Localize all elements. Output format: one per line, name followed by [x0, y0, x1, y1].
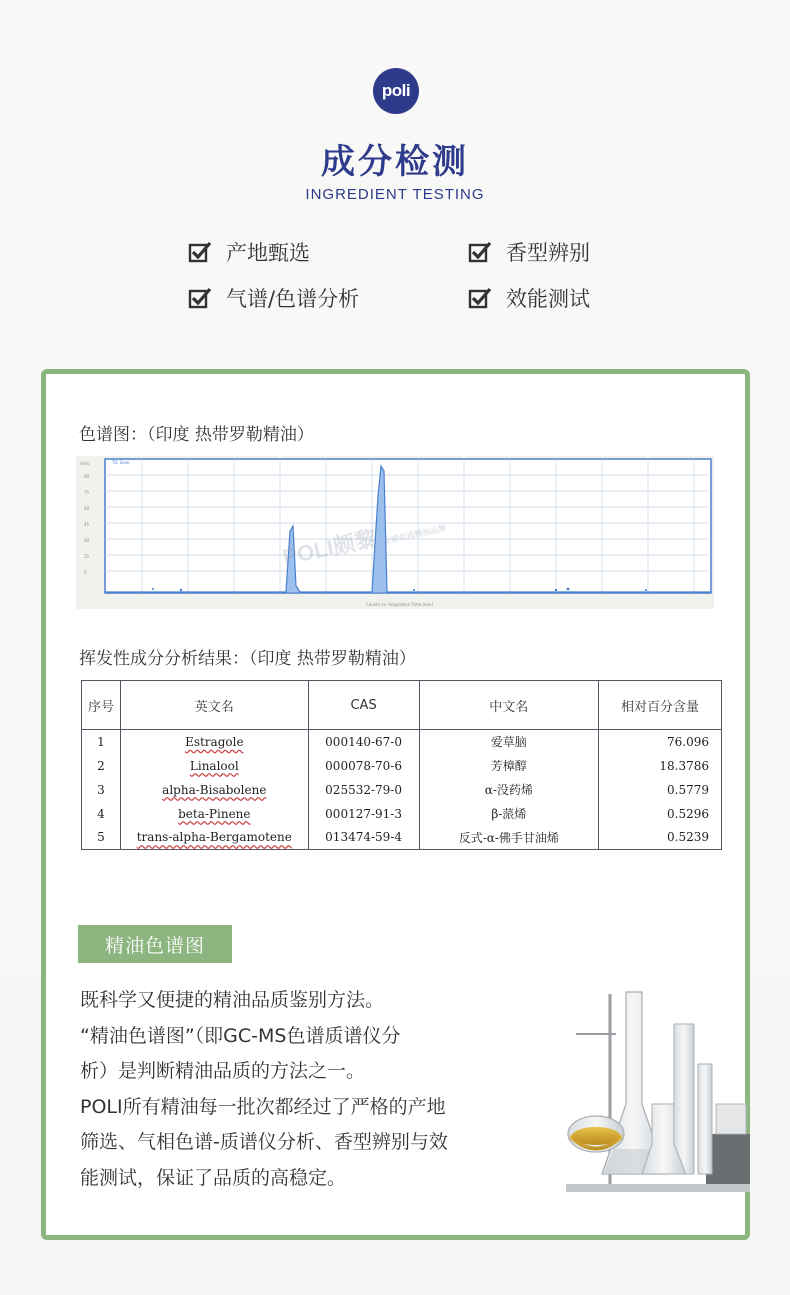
svg-text:mAU: mAU — [80, 461, 90, 466]
cell-index: 1 — [82, 730, 121, 754]
cell-english-name: trans-alpha-Bergamotene — [120, 826, 308, 850]
description-line: POLI所有精油每一批次都经过了严格的产地 — [80, 1095, 446, 1118]
cell-english-name: Estragole — [120, 730, 308, 754]
feature-label: 产地甄选 — [226, 241, 310, 265]
checkbox-checked-icon — [188, 286, 212, 310]
cell-english-name: Linalool — [120, 754, 308, 778]
cell-cas: 000140-67-0 — [308, 730, 419, 754]
cell-index: 2 — [82, 754, 121, 778]
section-tag: 精油色谱图 — [78, 925, 232, 963]
cell-percent: 76.096 — [599, 730, 722, 754]
svg-text:90: 90 — [84, 474, 90, 479]
checkbox-checked-icon — [468, 286, 492, 310]
page-title: 成分检测 — [321, 142, 469, 182]
cell-percent: 0.5296 — [599, 802, 722, 826]
cell-chinese-name: 反式-α-佛手甘油烯 — [419, 826, 599, 850]
cell-percent: 0.5779 — [599, 778, 722, 802]
chromatogram-label: 色谱图：（印度 热带罗勒精油） — [79, 425, 314, 445]
cell-index: 5 — [82, 826, 121, 850]
table-row — [82, 754, 722, 778]
watermark-logo: POLI颇黎 全球优选精油品牌 — [280, 523, 447, 570]
svg-text:Counts vs. Acquisition Time (m: Counts vs. Acquisition Time (min) — [366, 602, 434, 607]
svg-text:TIC Scan: TIC Scan — [112, 460, 130, 465]
chromatogram-image — [76, 456, 714, 609]
cell-index: 3 — [82, 778, 121, 802]
feature-item — [188, 237, 310, 267]
cell-chinese-name: 芳樟醇 — [419, 754, 599, 778]
cell-percent: 0.5239 — [599, 826, 722, 850]
column-header: 序号 — [82, 681, 121, 730]
poli-logo: poli — [373, 68, 419, 114]
page-subtitle: INGREDIENT TESTING — [305, 186, 485, 203]
table-row — [82, 802, 722, 826]
analysis-label: 挥发性成分分析结果：（印度 热带罗勒精油） — [79, 649, 416, 669]
analysis-table — [81, 680, 722, 850]
checkbox-checked-icon — [188, 240, 212, 264]
feature-label: 效能测试 — [506, 287, 590, 311]
feature-label: 气谱/色谱分析 — [226, 287, 360, 311]
description-line: 能测试，保证了品质的高稳定。 — [80, 1166, 347, 1189]
cell-percent: 18.3786 — [599, 754, 722, 778]
column-header: 中文名 — [419, 681, 599, 730]
cell-cas: 025532-79-0 — [308, 778, 419, 802]
svg-text:75: 75 — [84, 490, 90, 495]
table-row — [82, 826, 722, 850]
feature-item — [468, 237, 590, 267]
column-header: 英文名 — [120, 681, 308, 730]
description-line: “精油色谱图”（即GC-MS色谱质谱仪分 — [80, 1024, 401, 1047]
report-card — [41, 369, 750, 1240]
feature-item — [188, 283, 359, 313]
svg-text:15: 15 — [84, 554, 90, 559]
column-header: 相对百分含量 — [599, 681, 722, 730]
cell-chinese-name: α-没药烯 — [419, 778, 599, 802]
feature-item — [468, 283, 590, 313]
table-row — [82, 778, 722, 802]
cell-cas: 013474-59-4 — [308, 826, 419, 850]
svg-text:30: 30 — [84, 538, 90, 543]
table-row — [82, 730, 722, 754]
table-header-row — [82, 681, 722, 730]
cell-english-name: alpha-Bisabolene — [120, 778, 308, 802]
cell-cas: 000078-70-6 — [308, 754, 419, 778]
svg-text:5: 5 — [84, 570, 87, 575]
svg-text:60: 60 — [84, 506, 90, 511]
feature-label: 香型辨别 — [506, 241, 590, 265]
cell-index: 4 — [82, 802, 121, 826]
cell-english-name: beta-Pinene — [120, 802, 308, 826]
description-line: 既科学又便捷的精油品质鉴别方法。 — [80, 989, 385, 1011]
cell-cas: 000127-91-3 — [308, 802, 419, 826]
lab-glassware-illustration — [556, 984, 750, 1196]
checkbox-checked-icon — [468, 240, 492, 264]
svg-text:45: 45 — [84, 522, 90, 527]
cell-chinese-name: 爱草脑 — [419, 730, 599, 754]
cell-chinese-name: β-蒎烯 — [419, 802, 599, 826]
description-text — [80, 983, 500, 1196]
column-header: CAS — [308, 681, 419, 730]
description-line: 筛选、气相色谱-质谱仪分析、香型辨别与效 — [80, 1131, 448, 1153]
description-line: 析）是判断精油品质的方法之一。 — [80, 1060, 366, 1082]
